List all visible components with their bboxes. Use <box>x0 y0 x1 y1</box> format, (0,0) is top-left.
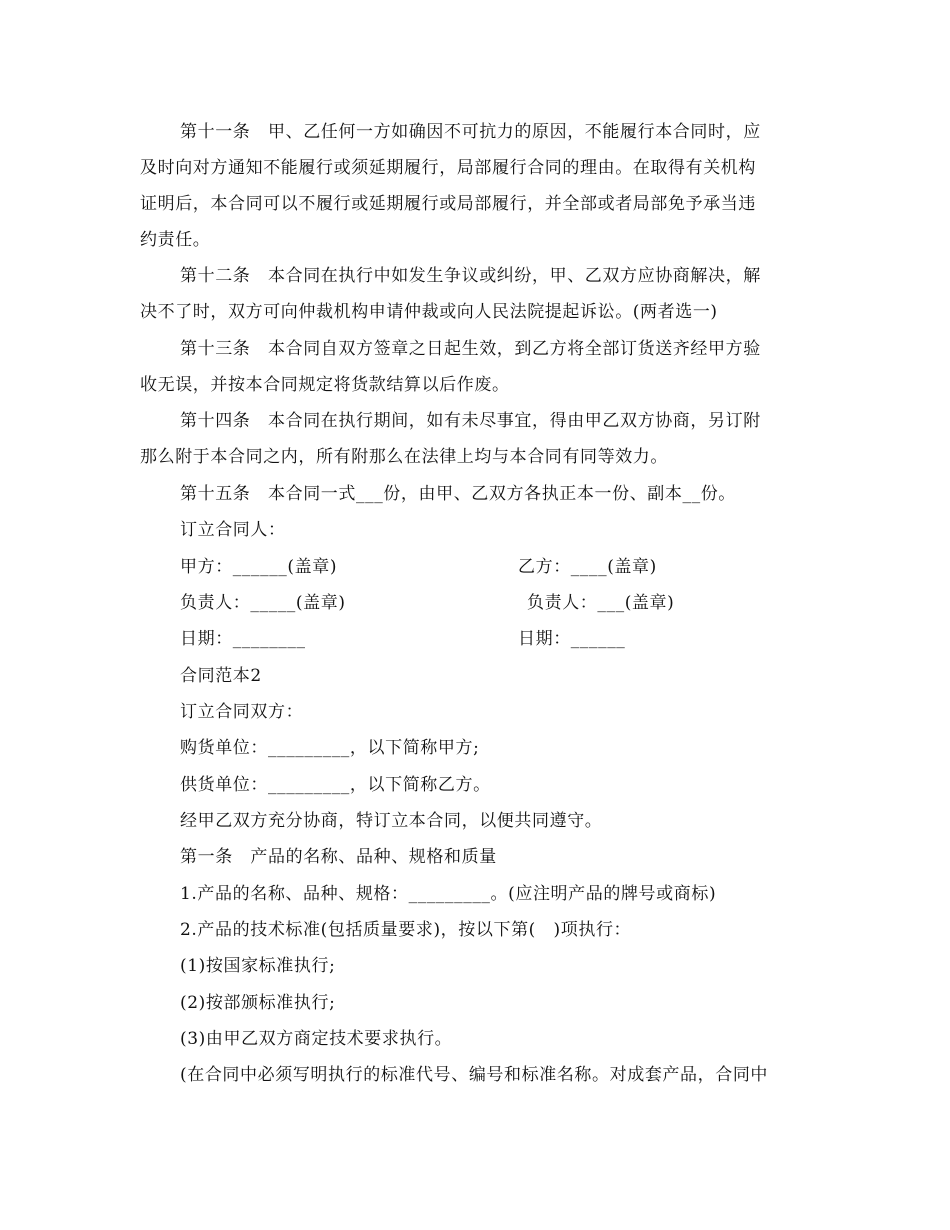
item-2: 2.产品的技术标准(包括质量要求)，按以下第( )项执行： <box>180 920 632 940</box>
option-1: (1)按国家标准执行; <box>180 956 336 976</box>
signers-title: 订立合同人： <box>180 520 286 540</box>
article-11-line-1: 第十一条 甲、乙任何一方如确因不可抗力的原因，不能履行本合同时，应 <box>180 122 761 142</box>
article-12-line-2: 决不了时，双方可向仲裁机构申请仲裁或向人民法院提起诉讼。(两者选一) <box>140 302 718 322</box>
article-13-line-2: 收无误，并按本合同规定将货款结算以后作废。 <box>140 375 510 395</box>
article-15: 第十五条 本合同一式___份，由甲、乙双方各执正本一份、副本__份。 <box>180 484 736 504</box>
option-3: (3)由甲乙双方商定技术要求执行。 <box>180 1029 453 1049</box>
intro-line: 经甲乙双方充分协商，特订立本合同，以便共同遵守。 <box>180 811 603 831</box>
article-14-line-1: 第十四条 本合同在执行期间，如有未尽事宜，得由甲乙双方协商，另订附 <box>180 411 761 431</box>
supplier-line: 供货单位：_________，以下简称乙方。 <box>180 775 491 795</box>
option-2: (2)按部颁标准执行; <box>180 993 336 1013</box>
article-14-line-2: 那么附于本合同之内，所有附那么在法律上均与本合同有同等效力。 <box>140 447 668 467</box>
manager-b-signature: 负责人：___(盖章) <box>527 593 675 613</box>
item-1: 1.产品的名称、品种、规格：_________。(应注明产品的牌号或商标) <box>180 884 717 904</box>
standards-note: (在合同中必须写明执行的标准代号、编号和标准名称。对成套产品，合同中 <box>180 1065 769 1085</box>
article-11-line-2: 及时向对方通知不能履行或须延期履行，局部履行合同的理由。在取得有关机构 <box>140 158 756 178</box>
sample-2-title: 合同范本2 <box>180 666 262 686</box>
article-12-line-1: 第十二条 本合同在执行中如发生争议或纠纷，甲、乙双方应协商解决，解 <box>180 266 761 286</box>
buyer-line: 购货单位：_________，以下简称甲方; <box>180 738 480 758</box>
article-11-line-3: 证明后，本合同可以不履行或延期履行或局部履行，并全部或者局部免予承当违 <box>140 194 756 214</box>
manager-a-signature: 负责人：_____(盖章) <box>180 593 346 613</box>
date-a: 日期：________ <box>180 629 306 649</box>
article-1-title: 第一条 产品的名称、品种、规格和质量 <box>180 847 497 867</box>
date-b: 日期：______ <box>518 629 626 649</box>
party-b-signature: 乙方：____(盖章) <box>518 557 657 577</box>
party-a-signature: 甲方：______(盖章) <box>180 557 338 577</box>
article-11-line-4: 约责任。 <box>140 230 211 250</box>
parties-title: 订立合同双方： <box>180 702 304 722</box>
article-13-line-1: 第十三条 本合同自双方签章之日起生效，到乙方将全部订货送齐经甲方验 <box>180 339 761 359</box>
